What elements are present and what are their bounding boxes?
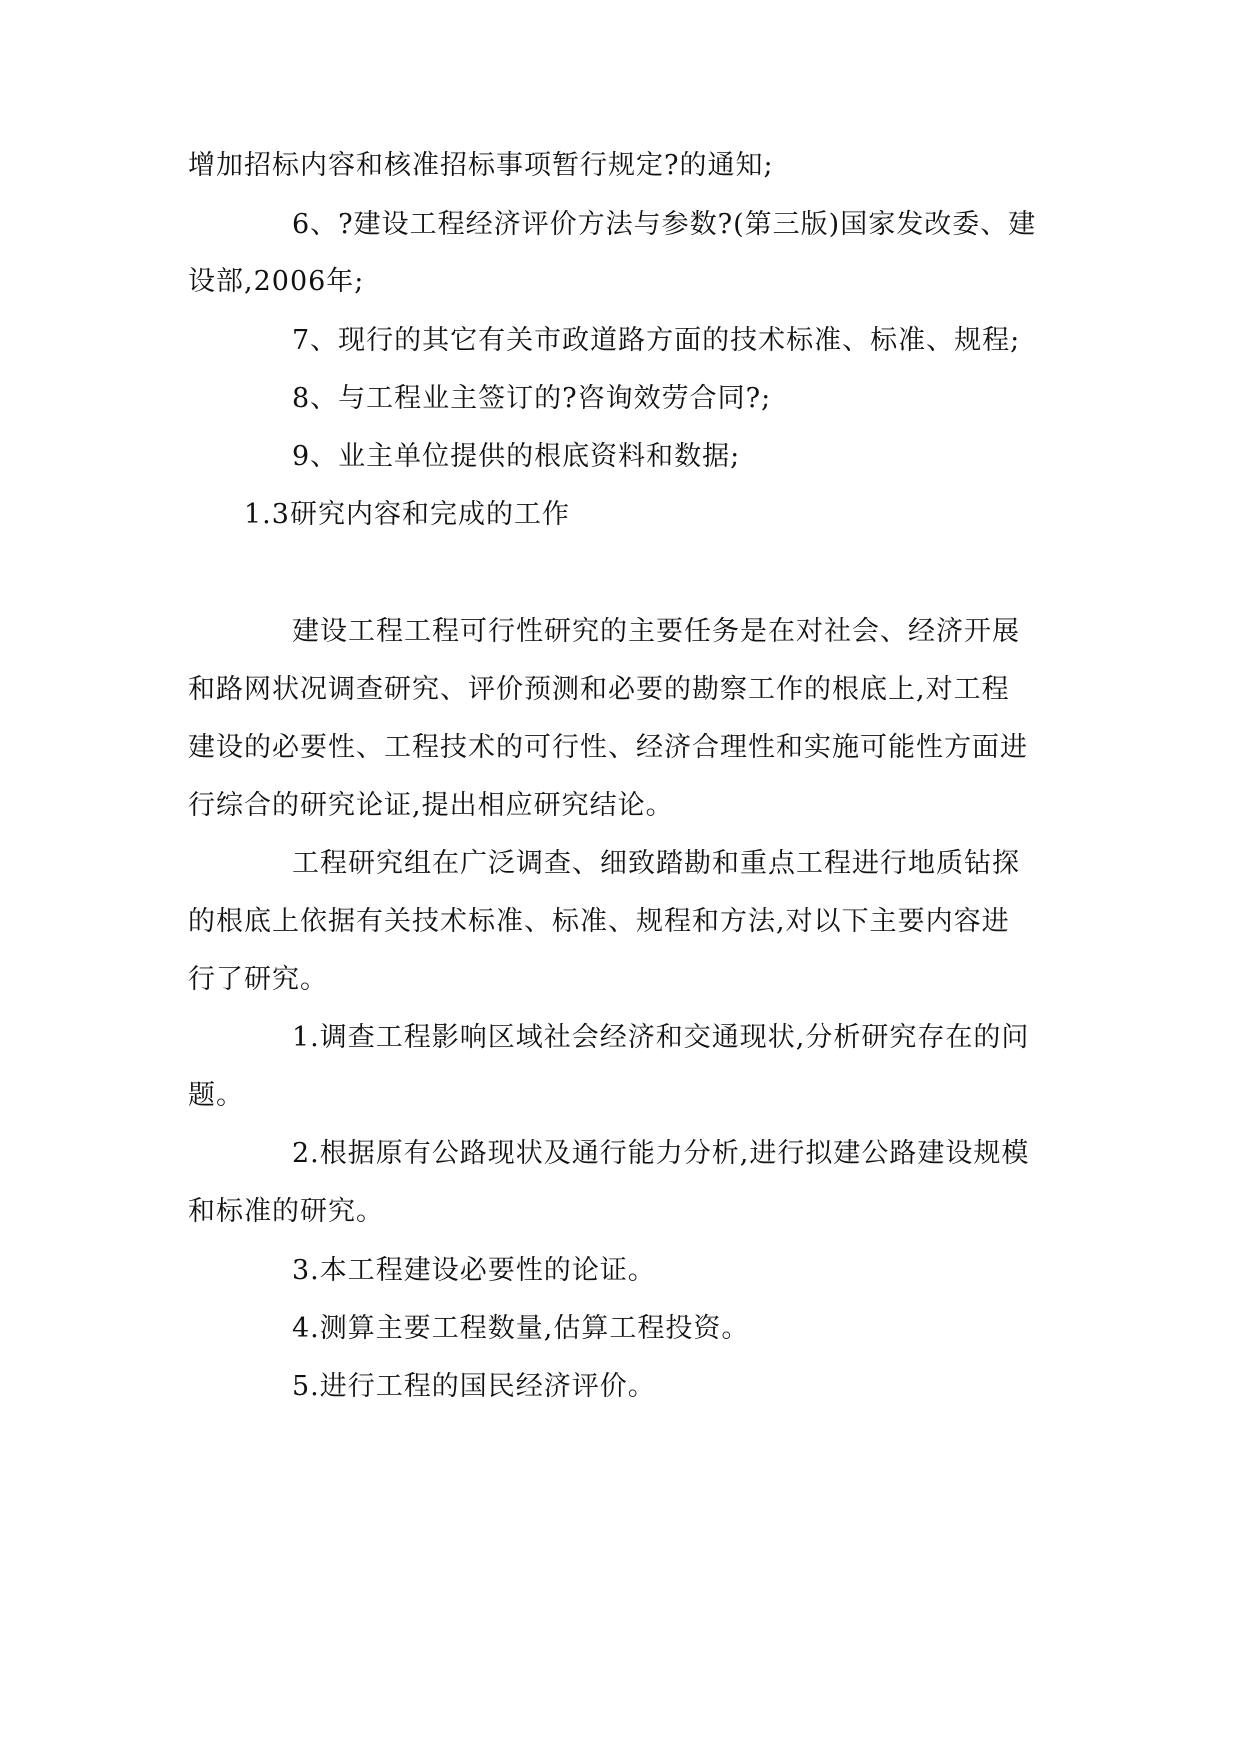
task-1-line2: 题。 [188, 1080, 244, 1111]
task-2-line1: 2.根据原有公路现状及通行能力分析,进行拟建公路建设规模 [292, 1138, 1030, 1169]
list-item-8: 8、与工程业主签订的?咨询效劳合同?; [292, 383, 772, 414]
list-item-6-line2: 设部,2006年; [188, 266, 365, 297]
task-4: 4.测算主要工程数量,估算工程投资。 [292, 1313, 750, 1344]
task-1-line1: 1.调查工程影响区域社会经济和交通现状,分析研究存在的问 [292, 1022, 1030, 1053]
task-3: 3.本工程建设必要性的论证。 [292, 1255, 656, 1286]
list-item-7: 7、现行的其它有关市政道路方面的技术标准、标准、规程; [292, 325, 1021, 356]
section-heading: 1.3研究内容和完成的工作 [244, 499, 570, 530]
task-5: 5.进行工程的国民经济评价。 [292, 1371, 656, 1402]
paragraph-1-line4: 行综合的研究论证,提出相应研究结论。 [188, 790, 674, 821]
list-item-6-line1: 6、?建设工程经济评价方法与参数?(第三版)国家发改委、建 [292, 209, 1037, 240]
paragraph-2-line2: 的根底上依据有关技术标准、标准、规程和方法,对以下主要内容进 [188, 906, 1010, 937]
paragraph-1-line2: 和路网状况调查研究、评价预测和必要的勘察工作的根底上,对工程 [188, 674, 1010, 705]
paragraph-2-line1: 工程研究组在广泛调查、细致踏勘和重点工程进行地质钻探 [292, 848, 1020, 879]
task-2-line2: 和标准的研究。 [188, 1196, 384, 1227]
text-line: 增加招标内容和核准招标事项暂行规定?的通知; [188, 150, 774, 181]
list-item-9: 9、业主单位提供的根底资料和数据; [292, 441, 741, 472]
paragraph-1-line3: 建设的必要性、工程技术的可行性、经济合理性和实施可能性方面进 [188, 732, 1028, 763]
paragraph-1-line1: 建设工程工程可行性研究的主要任务是在对社会、经济开展 [292, 616, 1020, 647]
paragraph-2-line3: 行了研究。 [188, 964, 328, 995]
